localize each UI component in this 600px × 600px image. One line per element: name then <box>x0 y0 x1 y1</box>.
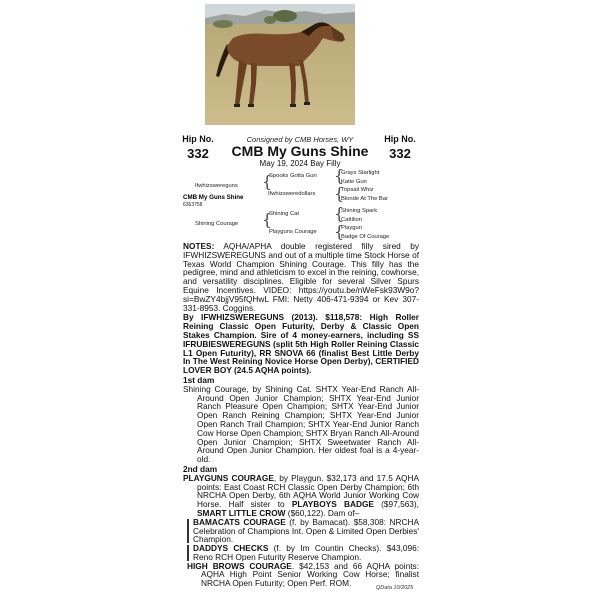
first-dam-text: Shining Courage, by Shining Cat. SHTX Year-End Ranch All-Around Open Junior Champion; SHTX Year-End Junior Ranch Pleasure Open Champion; SHTX Year-End Junior Open Ranch Reining Champion; SHTX Year-End Junior Open Ranch Trail Champion; SHTX Year-End Junior Ranch Cow Horse Open Champion; SHTX Bryan Ranch All-Around Open Junior Champion; SHTX Sweetwater Ranch All-Around Open Junior Champion. Her oldest foal is a 4-year-old. <box>183 383 419 465</box>
produce-daddys-checks <box>187 544 419 562</box>
notes-text: AQHA/APHA double registered filly sired by IFWHIZSWEREGUNS and out of a multiple time Stock Horse of Texas World Champion Shining Courage. This filly has the pedigree, mind and athleticism to excel in the reining, cowhorse, and versatility disciplines. Eligible for several Silver Spurs Equine Incentives. VIDEO: https://youtu.be/nWeFsk93W9o?si=BwZY4bjjV95fQHwL FMI: Netty 406-471-9394 or Kev 307-331-8953. Coggins. <box>183 241 419 313</box>
produce-name: HIGH BROWS COURAGE <box>187 560 292 571</box>
second-dam-text: , by Playgun. $32,173 and 17.5 AQHA points: East Coast RCH Classic Open Derby Champion; 6th NRCHA Open Derby, 6th AQHA World Junior Working Cow Horse. Half sister to <box>197 472 419 510</box>
pedigree-sds: Topsail Whiz <box>341 187 374 193</box>
notes-label: NOTES: <box>183 241 215 251</box>
half-sibling-1-earnings: ($97,563), <box>373 499 419 510</box>
produce-text: (f. by Im Countin Checks). $43,096: Reno RCH Open Futurity Reserve Champion. <box>193 543 420 562</box>
produce-text: (f. by Bamacat). $58,308: NRCHA Celebration of Champions Int. Open & Limited Open Derbies' Champion. <box>193 516 419 545</box>
pedigree-brace: { <box>334 166 345 185</box>
hip-label: Hip No. <box>182 134 214 144</box>
pedigree-dsd: Cattilion <box>341 217 362 223</box>
pedigree-subject: CMB My Guns Shine <box>183 194 244 201</box>
pedigree-dam-sire: Shining Cat <box>269 211 299 217</box>
second-dam-label: 2nd dam <box>183 463 218 474</box>
hip-number: 332 <box>187 146 209 161</box>
registration-number: 6363758 <box>183 202 203 208</box>
second-dam-paragraph <box>183 474 419 518</box>
sire-paragraph: By IFWHIZSWEREGUNS (2013). $118,578: High Roller Reining Classic Open Futurity, Derby & Classic Open Stakes Champion. Sire of 4 money-earners, including SS IFRUBIESWEREGUNS (split 5th High Roller Reining Classic L1 Open Futurity), RR SNOVA 66 (finalist Best Little Derby In The West Reining Novice Horse Open Derby), CERTIFIED LOVER BOY (24.5 AQHA points). <box>183 312 419 376</box>
produce-text: . $42,153 and 66 AQHA points: AQHA High Point Senior Working Cow Horse; finalist NRCHA Open Futurity; Open Perf. ROM. <box>201 560 419 589</box>
pedigree-dss: Shining Spark <box>341 208 378 214</box>
pedigree-ssd: Katie Gun <box>341 179 367 185</box>
second-dam-name: PLAYGUNS COURAGE <box>183 472 274 483</box>
hip-label: Hip No. <box>384 134 416 144</box>
produce-name: DADDYS CHECKS <box>193 543 269 554</box>
pedigree-dds: Playgun <box>341 225 362 231</box>
first-dam-label: 1st dam <box>183 374 215 385</box>
footer-credit: QData 10/2025 <box>376 585 414 591</box>
pedigree-ddd: Badge Of Courage <box>341 234 390 240</box>
pedigree-sire-sire: Spooks Gotta Gun <box>269 173 317 179</box>
pedigree-sss: Grays Starlight <box>341 170 380 176</box>
produce-name: BAMACATS COURAGE <box>193 516 286 527</box>
half-sibling-2-earnings: ($60,122). Dam of– <box>285 507 360 518</box>
pedigree-brace: { <box>334 204 345 223</box>
half-sibling-1: PLAYBOYS BADGE <box>291 499 374 510</box>
half-sibling-2: SMART LITTLE CROW <box>197 507 286 518</box>
hip-number: 332 <box>389 146 411 161</box>
pedigree-dam: Shining Courage <box>195 221 239 227</box>
consignor: Consigned by CMB Horses, WY <box>246 135 354 144</box>
pedigree-brace: { <box>334 222 345 241</box>
horse-name: CMB My Guns Shine <box>231 143 369 159</box>
pedigree-sire-dam: Ifwhizsweredollars <box>268 191 316 197</box>
foaling-date: May 19, 2024 Bay Filly <box>259 159 341 168</box>
pedigree-brace: { <box>262 210 273 229</box>
pedigree-brace: { <box>334 184 345 203</box>
pedigree-sdd: Blonde At The Bar <box>341 196 388 202</box>
catalog-body <box>183 242 419 588</box>
notes-paragraph <box>183 242 419 312</box>
pedigree-brace: { <box>262 172 273 191</box>
pedigree-sire: Ifwhizswereguns <box>195 183 238 189</box>
produce-bamacats <box>187 518 419 544</box>
pedigree-dam-dam: Playguns Courage <box>269 229 317 235</box>
horse-photo <box>205 4 355 125</box>
